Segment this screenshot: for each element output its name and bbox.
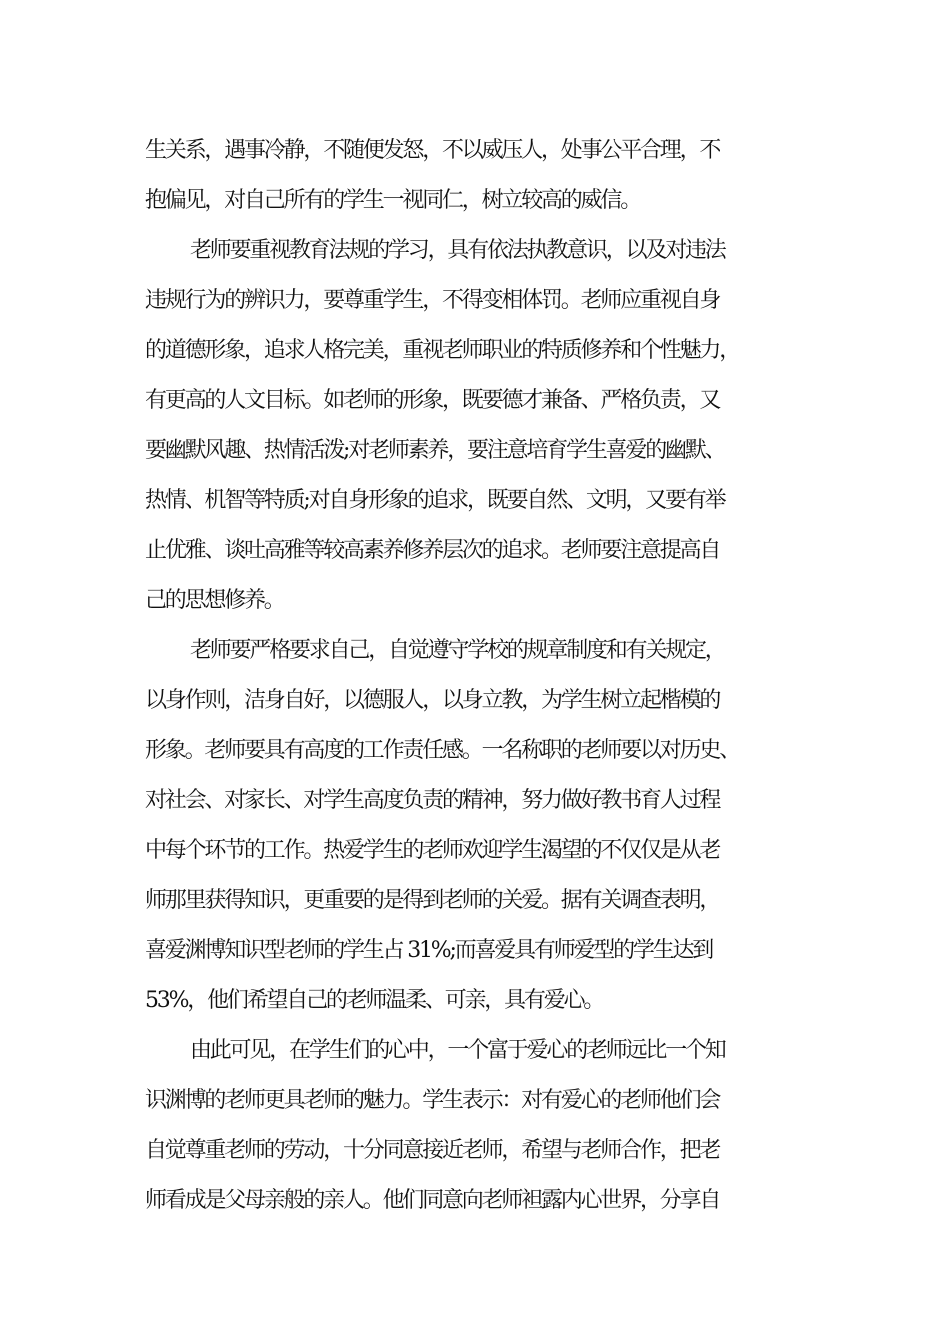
body-text-line: 识渊博的老师更具老师的魅力。学生表示：对有爱心的老师他们会 (145, 1088, 720, 1113)
body-text-line: 喜爱渊博知识型老师的学生占 31%;而喜爱具有师爱型的学生达到 (145, 938, 713, 963)
body-text-line: 违规行为的辨识力，要尊重学生，不得变相体罚。老师应重视自身 (145, 288, 720, 313)
body-text-line: 中每个环节的工作。热爱学生的老师欢迎学生渴望的不仅仅是从老 (145, 838, 720, 863)
body-text-line: 己的思想修养。 (145, 588, 284, 613)
body-text-line: 由此可见，在学生们的心中，一个富于爱心的老师远比一个知 (190, 1038, 725, 1063)
body-text-line: 师看成是父母亲般的亲人。他们同意向老师袒露内心世界，分享自 (145, 1188, 720, 1213)
body-text-line: 止优雅、谈吐高雅等较高素养修养层次的追求。老师要注意提高自 (145, 538, 720, 563)
body-text-line: 有更高的人文目标。如老师的形象，既要德才兼备、严格负责，又 (145, 388, 720, 413)
body-text-line: 以身作则，洁身自好，以德服人，以身立教，为学生树立起楷模的 (145, 688, 720, 713)
body-text-line: 生关系，遇事冷静，不随便发怒，不以威压人，处事公平合理，不 (145, 138, 720, 163)
body-text-line: 抱偏见，对自己所有的学生一视同仁，树立较高的威信。 (145, 188, 641, 213)
body-text-line: 形象。老师要具有高度的工作责任感。一名称职的老师要以对历史、 (145, 738, 740, 763)
body-text-line: 自觉尊重老师的劳动，十分同意接近老师，希望与老师合作，把老 (145, 1138, 720, 1163)
body-text-line: 老师要严格要求自己，自觉遵守学校的规章制度和有关规定， (190, 638, 725, 663)
body-text-line: 要幽默风趣、热情活泼;对老师素养，要注意培育学生喜爱的幽默、 (145, 438, 725, 463)
body-text-line: 的道德形象，追求人格完美，重视老师职业的特质修养和个性魅力， (145, 338, 740, 363)
body-text-line: 老师要重视教育法规的学习，具有依法执教意识，以及对违法 (190, 238, 725, 263)
body-text-line: 对社会、对家长、对学生高度负责的精神，努力做好教书育人过程 (145, 788, 720, 813)
body-text-line: 热情、机智等特质;对自身形象的追求，既要自然、文明，又要有举 (145, 488, 725, 513)
body-text-line: 53%，他们希望自己的老师温柔、可亲，具有爱心。 (145, 988, 604, 1013)
body-text-line: 师那里获得知识，更重要的是得到老师的关爱。据有关调查表明， (145, 888, 720, 913)
